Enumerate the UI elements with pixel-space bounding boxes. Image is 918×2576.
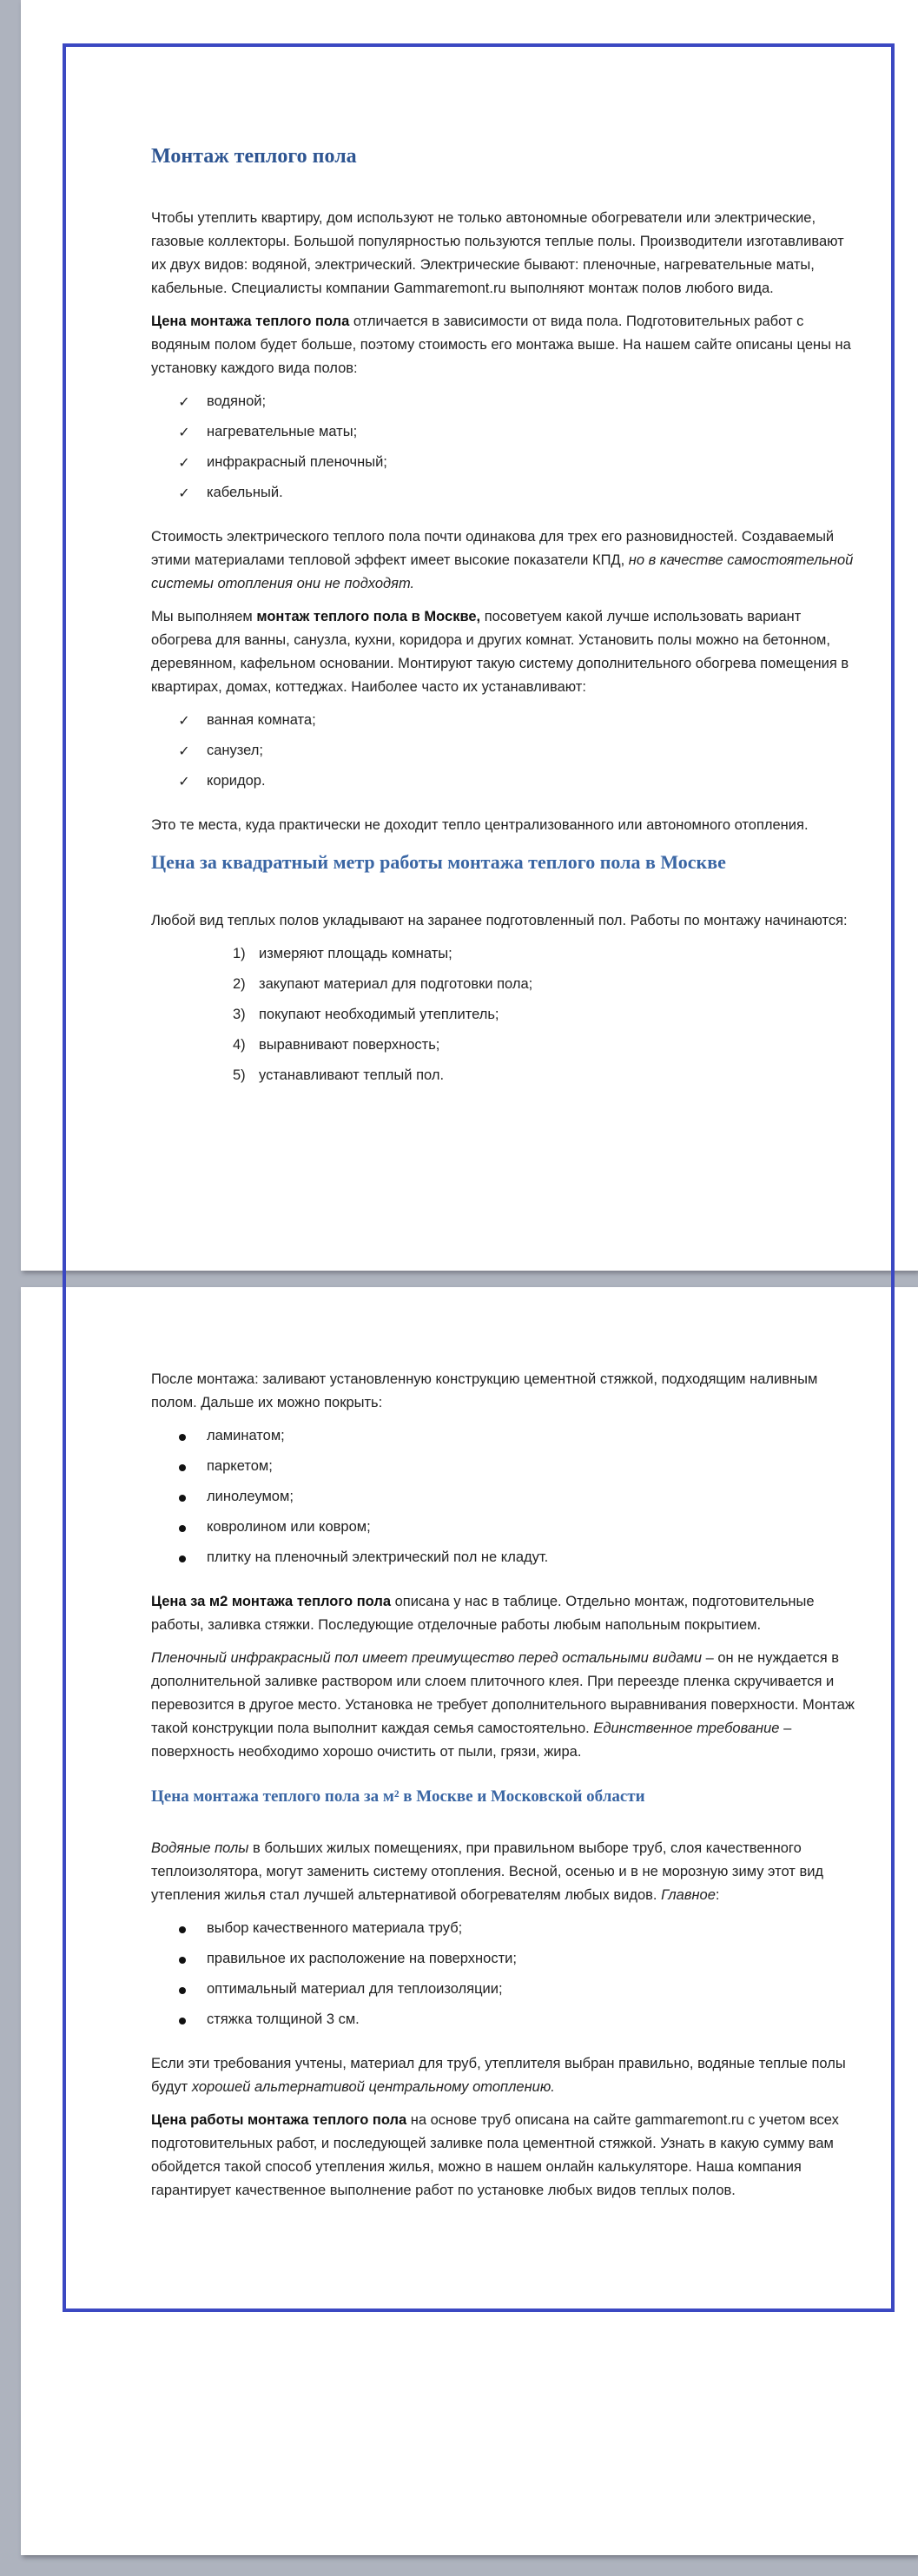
bullet-icon: [179, 1926, 186, 1933]
list-item: ковролином или ковром;: [151, 1516, 855, 1539]
bullet-icon: [179, 2018, 186, 2024]
list-item: правильное их расположение на поверхности;: [151, 1947, 855, 1971]
page-title: Монтаж теплого пола: [151, 145, 357, 168]
list-item: ✓ водяной;: [151, 390, 855, 413]
bullet-icon: [179, 1525, 186, 1532]
requirements-list: [151, 1917, 855, 2031]
list-item: плитку на пленочный электрический пол не кладут.: [151, 1546, 855, 1569]
checkmark-icon: ✓: [178, 485, 190, 501]
checkmark-icon: ✓: [178, 773, 190, 789]
price-paragraph: Цена монтажа теплого пола отличается в зависимости от вида пола. Подготовительных работ с водяным полом будет больше, поэтому стоимость его монтажа выше. На нашем сайте описаны цены на установку каждого вида полов:: [151, 314, 851, 376]
bullet-icon: [179, 1556, 186, 1562]
checkmark-icon: ✓: [178, 743, 190, 759]
film-floor-paragraph: Пленочный инфракрасный пол имеет преимущество перед остальными видами – он не нуждается в дополнительной заливке раствором или слоем плиточного клея. При переезде пленка скручивается и перевозится в другое место. Установка не требует дополнительного выравнивания поверхности. Монтаж такой конструкции пола выполнит каждая семья самостоятельно. Единственное требование – поверхность необходимо хорошо очистить от пыли, грязи, жира.: [151, 1650, 855, 1760]
alternative-paragraph: Если эти требования учтены, материал для труб, утеплителя выбран правильно, водяные теплые полы будут хорошей альтернативой центральному отоплению.: [151, 2056, 846, 2095]
intro-paragraph: Чтобы утеплить квартиру, дом используют не только автономные обогреватели или электрические, газовые коллекторы. Большой популярностью пользуются теплые полы. Производители изготавливают их двух видов: водяной, электрический. Электрические бывают: пленочные, нагревательные маты, кабельные. Специалисты компании Gammaremont.ru выполняют монтаж полов любого вида.: [151, 210, 844, 296]
page-1-content: [151, 139, 855, 1108]
preparation-paragraph: Любой вид теплых полов укладывают на заранее подготовленный пол. Работы по монтажу начинаются:: [151, 913, 848, 928]
list-item: ✓ кабельный.: [151, 481, 855, 505]
bullet-icon: [179, 1464, 186, 1471]
list-item: линолеумом;: [151, 1485, 855, 1509]
list-item: оптимальный материал для теплоизоляции;: [151, 1978, 855, 2001]
bullet-icon: [179, 1495, 186, 1502]
steps-list: [233, 942, 855, 1087]
list-item: ✓ коридор.: [151, 769, 855, 793]
list-item: 1) измеряют площадь комнаты;: [233, 946, 452, 961]
rooms-list: [151, 709, 855, 793]
bullet-icon: [179, 1957, 186, 1964]
checkmark-icon: ✓: [178, 393, 190, 410]
list-item: выбор качественного материала труб;: [151, 1917, 855, 1940]
m2-price-paragraph: Цена за м2 монтажа теплого пола описана у нас в таблице. Отдельно монтаж, подготовительные работы, заливка стяжки. Последующие отделочные работы любым напольным покрытием.: [151, 1594, 815, 1633]
checkmark-icon: ✓: [178, 454, 190, 471]
list-item: ламинатом;: [151, 1424, 855, 1448]
checkmark-icon: ✓: [178, 424, 190, 440]
after-install-paragraph: После монтажа: заливают установленную конструкцию цементной стяжкой, подходящим наливным полом. Дальше их можно покрыть:: [151, 1371, 818, 1410]
list-item: ✓ ванная комната;: [151, 709, 855, 732]
list-item: 3) покупают необходимый утеплитель;: [233, 1007, 499, 1022]
list-item: стяжка толщиной 3 см.: [151, 2008, 855, 2031]
final-price-paragraph: Цена работы монтажа теплого пола на основе труб описана на сайте gammaremont.ru с учетом всех подготовительных работ, и последующей заливке пола цементной стяжкой. Узнать в какую сумму вам обойдется такой способ утепления жилья, можно в нашем онлайн калькуляторе. Наша компания гарантирует качественное выполнение работ по установке любых видов теплых полов.: [151, 2112, 839, 2198]
list-item: паркетом;: [151, 1455, 855, 1478]
list-item: 5) устанавливают теплый пол.: [233, 1067, 445, 1083]
water-floor-paragraph: Водяные полы в больших жилых помещениях, при правильном выборе труб, слоя качественного теплоизолятора, могут заменить систему отопления. Весной, осенью и в не морозную зиму этот вид утепления жилья стал лучшей альтернативой обогревателям любых видов. Главное:: [151, 1840, 824, 1903]
bullet-icon: [179, 1434, 186, 1441]
checkmark-icon: ✓: [178, 712, 190, 729]
bullet-icon: [179, 1987, 186, 1994]
list-item: ✓ санузел;: [151, 739, 855, 763]
places-paragraph: Это те места, куда практически не доходит тепло централизованного или автономного отопления.: [151, 817, 809, 833]
list-item: ✓ инфракрасный пленочный;: [151, 451, 855, 474]
list-item: 4) выравнивают поверхность;: [233, 1037, 440, 1053]
coverings-list: [151, 1424, 855, 1569]
cost-paragraph: Стоимость электрического теплого пола почти одинакова для трех его разновидностей. Создаваемый этими материалами тепловой эффект имеет высокие показатели КПД, но в качестве самостоятельной системы отопления они не подходят.: [151, 529, 854, 591]
page-2-content: [151, 1368, 855, 2212]
section-heading-price-per-meter: Цена за квадратный метр работы монтажа теплого пола в Москве: [151, 851, 726, 873]
floor-types-list: [151, 390, 855, 505]
list-item: 2) закупают материал для подготовки пола;: [233, 976, 533, 992]
list-item: ✓ нагревательные маты;: [151, 420, 855, 444]
moscow-paragraph: Мы выполняем монтаж теплого пола в Москве, посоветуем какой лучше использовать вариант обогрева для ванны, санузла, кухни, коридора и других комнат. Установить полы можно на бетонном, деревянном, кафельном основании. Монтируют такую систему дополнительного обогрева помещения в квартирах, домах, коттеджах. Наиболее часто их устанавливают:: [151, 609, 849, 695]
section-heading-moscow-region: Цена монтажа теплого пола за м² в Москве и Московской области: [151, 1787, 645, 1806]
